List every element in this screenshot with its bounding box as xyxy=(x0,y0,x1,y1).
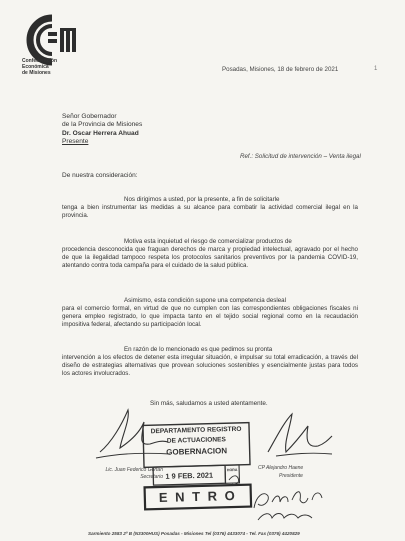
body-paragraph-1 xyxy=(62,196,358,220)
received-stamp xyxy=(140,419,254,512)
stamp-line-2: DE ACTUACIONES xyxy=(166,436,226,445)
signer-right-name: CP Alejandro Haene xyxy=(258,465,304,471)
paragraph-4-text: intervención a los efectos de detener esta irregular situación, e impulsar su total erradicación, a través del diseño de estrategias alternativas que provean soluciones sostenibles y esencialmente justas para todos los actores involucrados. xyxy=(62,354,358,378)
body-paragraph-2 xyxy=(62,238,358,270)
paragraph-3-first-line: Asimismo, esta condición supone una competencia desleal xyxy=(124,297,286,304)
org-line-3: de Misiones xyxy=(22,70,51,76)
paragraph-3-text: para el comercio formal, en virtud de que no cumplen con las correspondientes obligaciones fiscales ni genera empleo registrado, lo que impacta tanto en el tejido social regional como en la recaudación impositiva federal, afectando su participación local. xyxy=(62,305,358,329)
paragraph-4-first-line: En razón de lo mencionado es que pedimos su pronta xyxy=(124,346,273,353)
dateline: Posadas, Misiones, 18 de febrero de 2021 xyxy=(222,66,339,73)
paragraph-2-text: procedencia desconocida que fraguan derechos de marca y propiedad intelectual, agravado por el hecho de que la ilegalidad tampoco respeta los protocolos sanitarios preventivos por la pandemia COVID-19, atentando contra toda campaña para el cuidado de la salud pública. xyxy=(62,246,358,270)
addressee-block xyxy=(62,113,142,147)
paragraph-1-text: tenga a bien instrumentar las medidas a su alcance para combatir la actividad comercial ilegal en la provincia. xyxy=(62,204,358,220)
stamp-date: 1 9 FEB. 2021 xyxy=(165,470,214,481)
addressee-name: Dr. Oscar Herrera Ahuad xyxy=(62,129,139,137)
org-line-2: Económica xyxy=(22,64,49,70)
addressee-line-2: de la Provincia de Misiones xyxy=(62,121,143,129)
org-line-1: Confederación xyxy=(22,58,58,64)
stamp-entry: E N T R O xyxy=(158,487,237,506)
footer-address: Sarmiento 2583 2º B (N3300HUS) Posadas - Misiones Tel (0376) 4433074 - Tel. Fax (0376) 4420829 xyxy=(88,531,300,536)
stamp-line-3: GOBERNACION xyxy=(166,446,228,457)
addressee-presente: Presente xyxy=(62,138,89,146)
signer-left-name: Lic. Juan Federico Gortari xyxy=(105,467,163,473)
dateline-mark: 1 xyxy=(374,66,378,72)
paragraph-2-first-line: Motiva esta inquietud el riesgo de comercializar productos de xyxy=(124,238,292,245)
signer-left-role: Secretario xyxy=(140,474,163,480)
paragraph-1-first-line: Nos dirigimos a usted, por la presente, a fin de solicitarle xyxy=(124,196,280,203)
right-signature-icon xyxy=(262,408,336,462)
reference-line: Ref.: Solicitud de intervención – Venta ilegal xyxy=(240,153,361,160)
stamp-line-1: DEPARTAMENTO REGISTRO xyxy=(150,425,242,436)
body-paragraph-3 xyxy=(62,297,358,329)
handwritten-check-icon xyxy=(226,467,246,490)
signer-right-role: Presidente xyxy=(279,473,303,479)
stamp-hour-label: HORA xyxy=(226,467,238,473)
greeting: De nuestra consideración: xyxy=(62,172,138,179)
addressee-line-1: Señor Gobernador xyxy=(62,113,117,120)
body-paragraph-4 xyxy=(62,346,358,378)
closing-line: Sin más, saludamos a usted atentamente. xyxy=(150,400,268,407)
handwritten-note-icon xyxy=(248,478,328,526)
organization-name xyxy=(22,58,57,76)
